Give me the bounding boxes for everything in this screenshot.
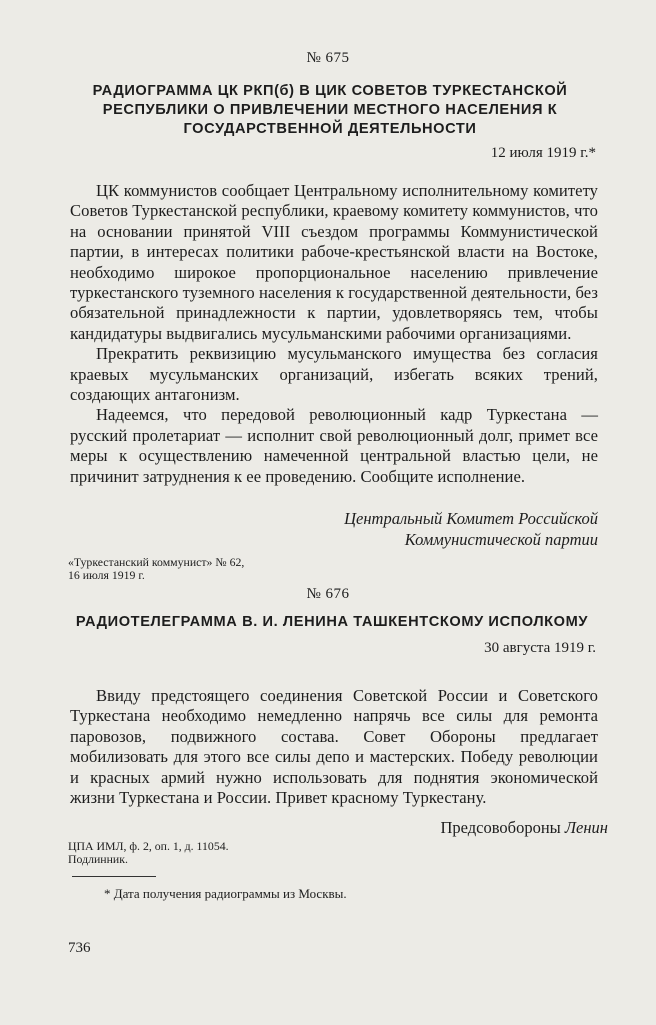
signature-line: Центральный Комитет Российской xyxy=(344,509,598,528)
source-citation-675 xyxy=(68,556,244,582)
signature-675 xyxy=(344,508,598,550)
document-date-675: 12 июля 1919 г.* xyxy=(490,145,596,161)
footnote-divider xyxy=(72,876,156,877)
signature-676 xyxy=(441,818,608,838)
document-number-675: № 675 xyxy=(306,50,350,66)
footnote: * Дата получения радиограммы из Москвы. xyxy=(104,886,347,901)
document-title-676: РАДИОТЕЛЕГРАММА В. И. ЛЕНИНА ТАШКЕНТСКОМУ ИСПОЛКОМУ xyxy=(75,614,589,630)
source-line: ЦПА ИМЛ, ф. 2, оп. 1, д. 11054. xyxy=(68,839,229,853)
signature-line: Коммунистической партии xyxy=(404,530,598,549)
document-title-675: РАДИОГРАММА ЦК РКП(б) В ЦИК СОВЕТОВ ТУРКЕСТАНСКОЙ РЕСПУБЛИКИ О ПРИВЛЕЧЕНИИ МЕСТНОГО НАСЕЛЕНИЯ К ГОСУДАРСТВЕННОЙ ДЕЯТЕЛЬНОСТИ xyxy=(92,83,568,137)
paragraph: ЦК коммунистов сообщает Центральному исполнительному комитету Советов Туркестанской республики, краевому комитету коммунистов, что на основании принятой VIII съездом программы Коммунистической партии, в интересах политики рабоче-крестьянской власти на Востоке, необходимо широкое пропорциональное населению привлечение туркестанского туземного населения к государственной деятельности, без обязательной принадлежности к партии, удовлетворяясь тем, чтобы кандидатуры выдвигались мусульманскими рабочими организациями. xyxy=(70,181,598,343)
paragraph: Надеемся, что передовой революционный кадр Туркестана — русский пролетариат — исполнит свой революционный долг, примет все меры к осуществлению намеченной центральной властью цели, не причинит затруднения к ее проведению. Сообщите исполнение. xyxy=(70,405,598,486)
page-number: 736 xyxy=(68,940,91,956)
signature-name: Ленин xyxy=(564,818,608,837)
document-date-676: 30 августа 1919 г. xyxy=(484,640,596,656)
paragraph: Прекратить реквизицию мусульманского имущества без согласия краевых мусульманских организаций, избегать всяких трений, создающих антагонизм. xyxy=(70,344,598,405)
document-body-675 xyxy=(70,181,598,487)
source-line: Подлинник. xyxy=(68,852,128,866)
signature-prefix: Предсовобороны xyxy=(440,818,561,837)
document-body-676 xyxy=(70,686,598,808)
document-number-676: № 676 xyxy=(306,586,350,602)
source-line: «Туркестанский коммунист» № 62, xyxy=(68,555,245,569)
source-citation-676 xyxy=(68,840,229,866)
source-line: 16 июля 1919 г. xyxy=(68,568,145,582)
paragraph: Ввиду предстоящего соединения Советской России и Советского Туркестана необходимо немедленно напрячь все силы для ремонта паровозов, подвижного состава. Совет Обороны предлагает мобилизовать для этого все силы депо и мастерских. Победу революции и красных армий нужно использовать для поднятия экономической жизни Туркестана и России. Привет красному Туркестану. xyxy=(70,686,598,808)
